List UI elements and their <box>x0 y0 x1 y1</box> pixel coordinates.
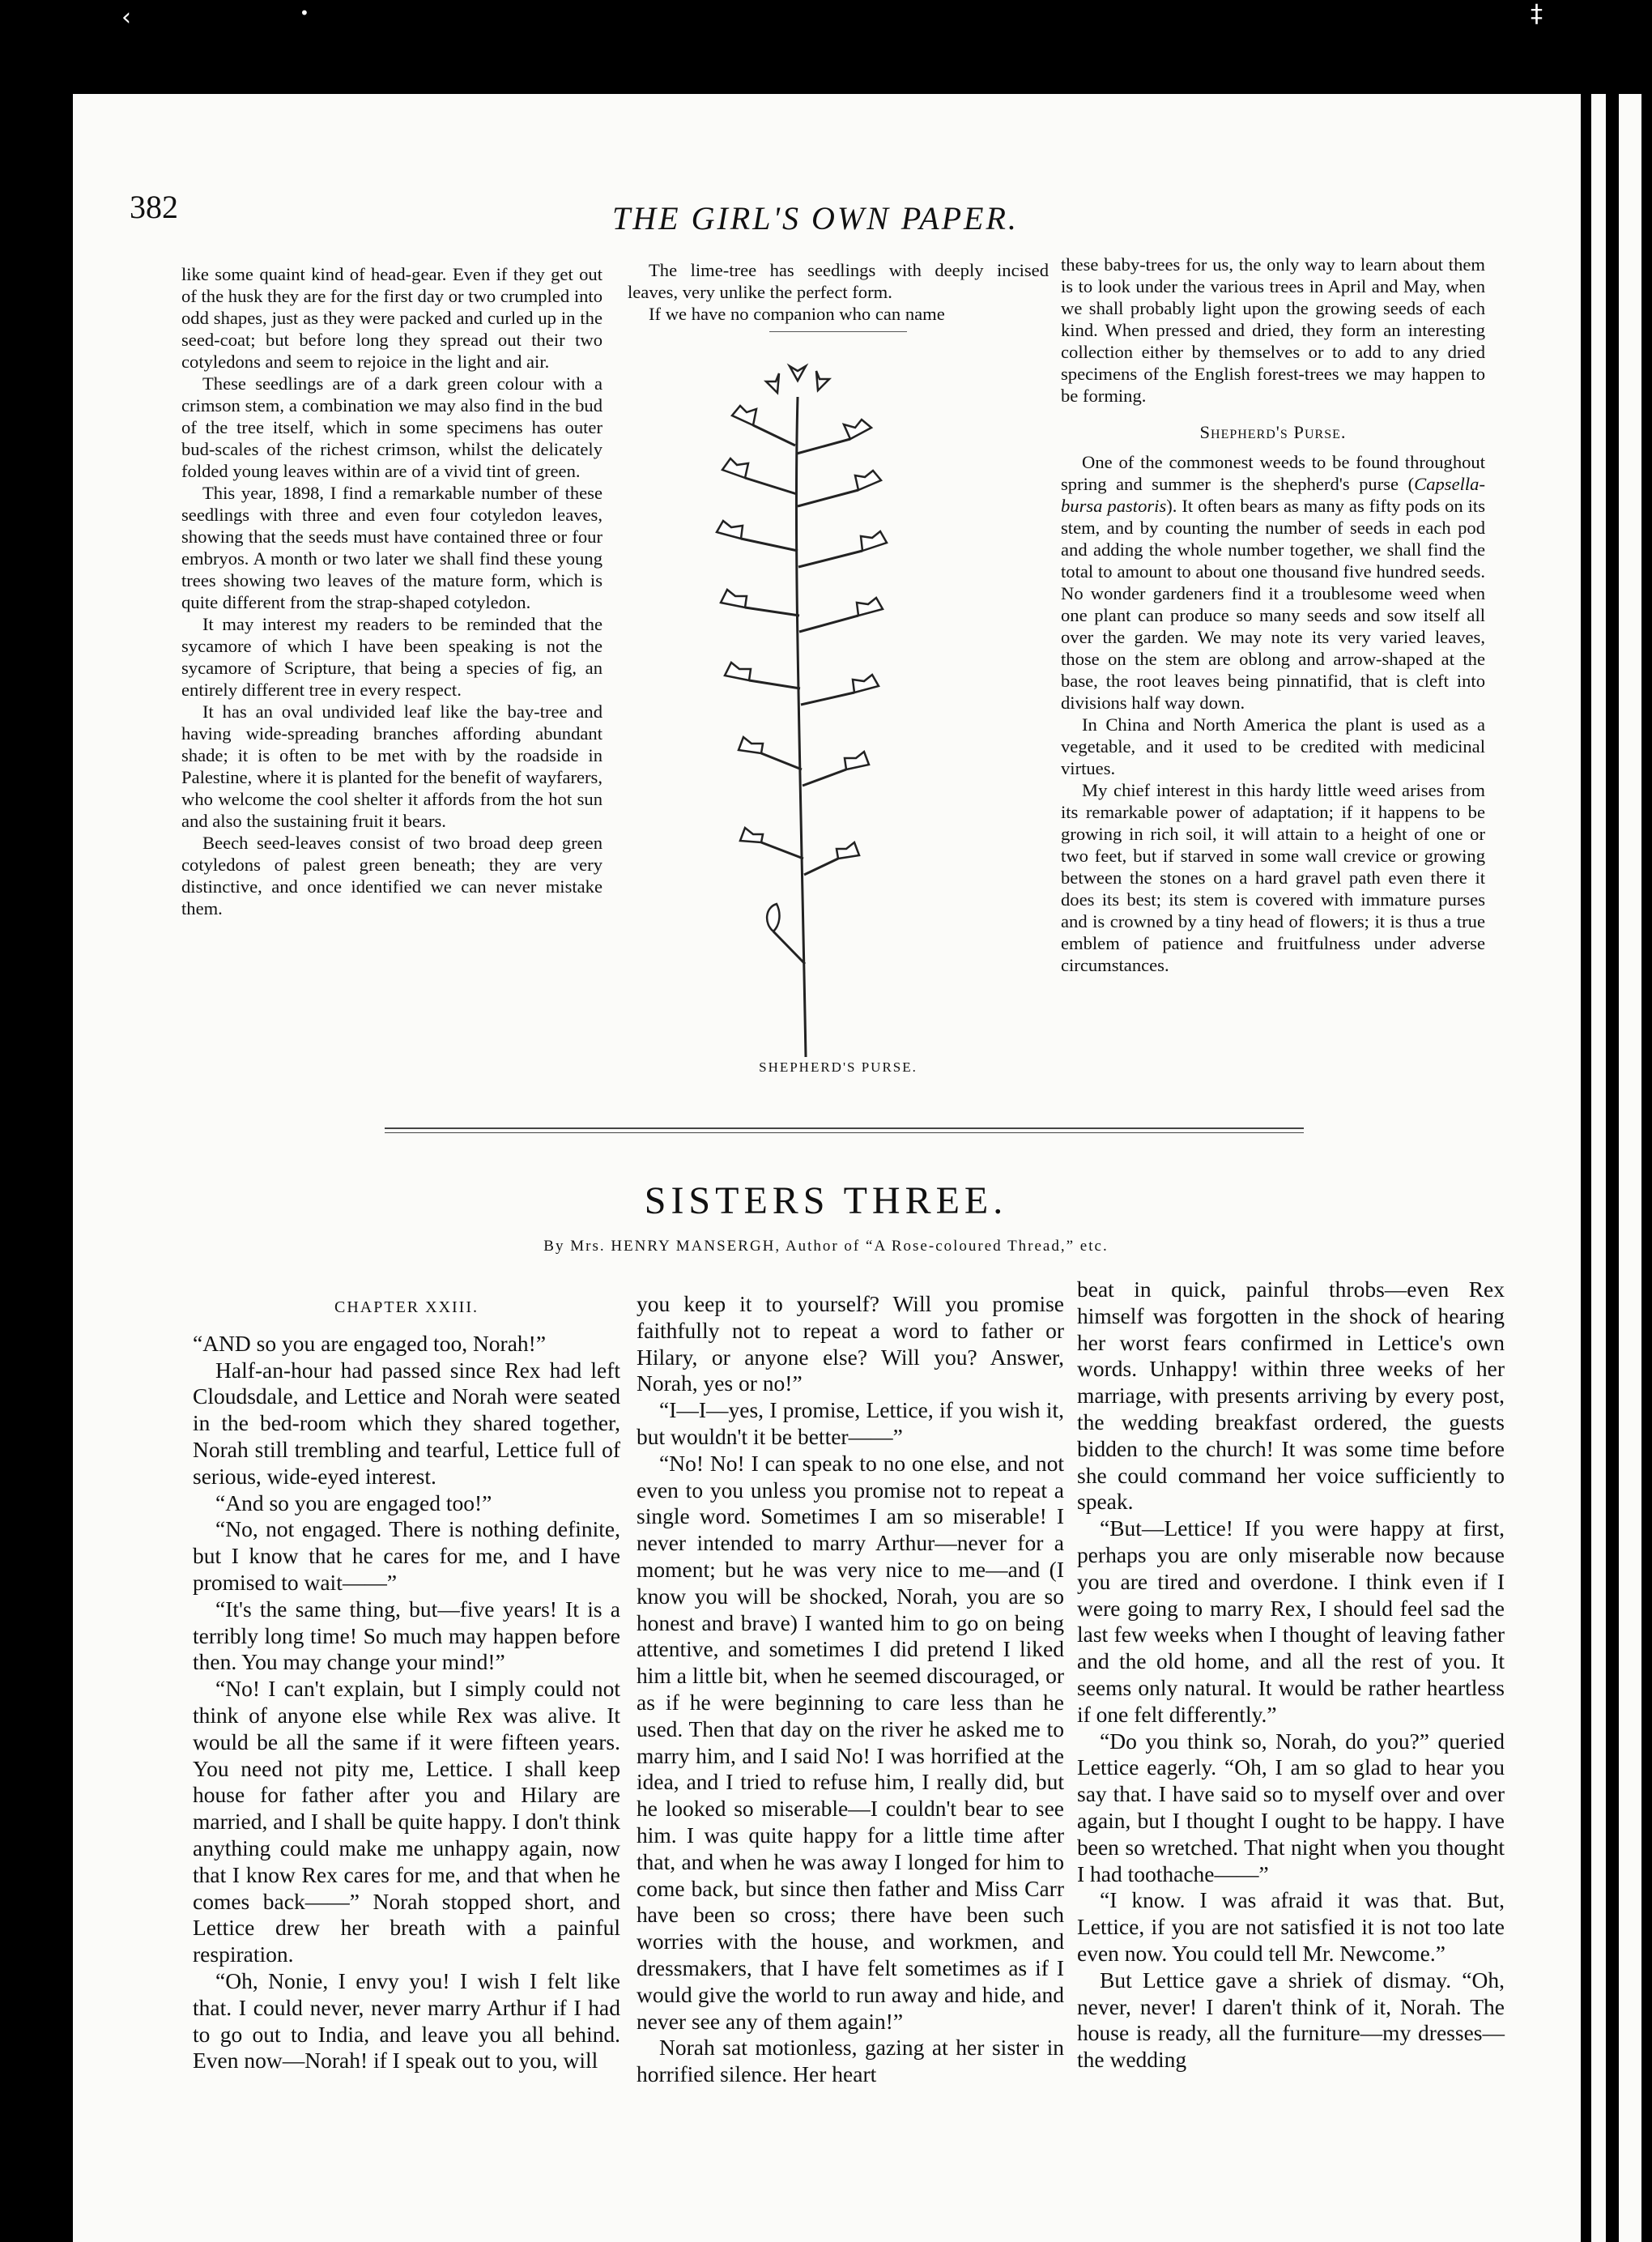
short-rule <box>769 331 907 332</box>
figure-caption: SHEPHERD'S PURSE. <box>759 1059 918 1075</box>
running-head: THE GIRL'S OWN PAPER. <box>612 200 1019 237</box>
left-column <box>181 263 602 919</box>
paragraph: these baby-trees for us, the only way to learn about them is to look under the various trees in April and May, when we shall probably light upon the growing seeds of each kind. When pressed and dried, they form an interesting collection either by themselves or to add to any dried specimens of the English forest-trees we may happen to be forming. <box>1061 254 1485 406</box>
section-heading: Shepherd's Purse. <box>1199 422 1347 442</box>
section-divider <box>385 1127 1304 1129</box>
story-byline: By Mrs. HENRY MANSERGH, Author of “A Rose-coloured Thread,” etc. <box>543 1238 1109 1255</box>
next-page-edge <box>1591 94 1641 2242</box>
paragraph: “I know. I was afraid it was that. But, Lettice, if you are not satisfied it is not too late even now. You could tell Mr. Newcome.” <box>1077 1887 1505 1966</box>
paragraph: “It's the same thing, but—five years! It is a terribly long time! So much may happen before then. You may change your mind!” <box>193 1596 620 1675</box>
paragraph: Beech seed-leaves consist of two broad deep green cotyledons of palest green beneath; they are very distinctive, and once identified we can never mistake them. <box>181 833 602 919</box>
paragraph: “I—I—yes, I promise, Lettice, if you wish it, but wouldn't it be better——” <box>637 1397 1064 1449</box>
story-column-1 <box>193 1294 620 2074</box>
paragraph: Norah sat motionless, gazing at her sister in horrified silence. Her heart <box>637 2035 1064 2087</box>
page-number: 382 <box>130 189 178 225</box>
paragraph: beat in quick, painful throbs—even Rex himself was forgotten in the shock of hearing her worst fears confirmed in Lettice's own words. Unhappy! within three weeks of her marriage, with presents arriving by every post, the wedding breakfast ordered, the guests bidden to the church! It was some time before she could command her voice sufficiently to speak. <box>1077 1277 1505 1515</box>
page-gutter-shadow <box>1606 94 1619 2242</box>
paragraph: If we have no companion who can name <box>649 304 945 324</box>
paragraph: “No, not engaged. There is nothing definite, but I know that he cares for me, and I have promised to wait——” <box>193 1516 620 1595</box>
paragraph: One of the commonest weeds to be found throughout spring and summer is the shepherd's purse (Capsella-bursa pastoris). It often bears as many as fifty pods on its stem, and by counting the number of seeds in each pod and adding the whole number together, we shall find the total to amount to about one thousand five hundred seeds. No wonder gardeners find it a troublesome weed when one plant can produce so many seeds and sow itself all over the garden. We may note its very varied leaves, those on the stem are oblong and arrow-shaped at the base, the root leaves being pinnatifid, that is cleft into divisions half way down. <box>1061 452 1485 713</box>
scan-mark: • <box>300 3 309 23</box>
story-column-2 <box>637 1291 1064 2088</box>
paragraph: This year, 1898, I find a remarkable number of these seedlings with three and even four cotyledon leaves, showing that the seeds must have contained three or four embryos. A month or two later we shall find these young trees showing two leaves of the mature form, which is quite different from the strap-shaped cotyledon. <box>181 483 602 612</box>
paragraph: In China and North America the plant is used as a vegetable, and it used to be credited with medicinal virtues. <box>1061 714 1485 778</box>
paragraph: Half-an-hour had passed since Rex had left Cloudsdale, and Lettice and Norah were seated in the bed-room which they shared together, Norah still trembling and tearful, Lettice full of serious, wide-eyed interest. <box>193 1357 620 1489</box>
scan-mark: ‹ <box>121 3 131 32</box>
paragraph: “No! No! I can speak to no one else, and not even to you unless you promise not to repeat a single word. Sometimes I am so miserable! I never intended to marry Arthur—never for a moment; but he was very nice to me—and (I know you will be shocked, Norah, you are so honest and brave) I wanted him to go on being attentive, and sometimes I did pretend I liked him a little bit, when he seemed discouraged, or as if he were beginning to care less than he used. Then that day on the river he asked me to marry him, and I said No! I was horrified at the idea, and I tried to refuse him, I really did, but he looked so miserable—I couldn't bear to see him. I was quite happy for a little time after that, and when he was away I longed for him to come back, but since then father and Miss Carr have been so cross; there have been such worries with the house, and workmen, and dressmakers, that I have felt sometimes as if I would give the world to run away and hide, and never see any of them again!” <box>637 1450 1064 2034</box>
middle-column <box>628 259 1049 332</box>
paragraph: My chief interest in this hardy little weed arises from its remarkable power of adaptation; if it happens to be growing in rich soil, it will attain to a height of one or two feet, but if starved in some wall crevice or growing between the stones on a hard gravel path even there it does its best; its stem is covered with immature purses and is crowned by a tiny head of flowers; it is thus a true emblem of patience and fruitfulness under adverse circumstances. <box>1061 780 1485 975</box>
chapter-heading: CHAPTER XXIII. <box>334 1298 479 1316</box>
paragraph: “No! I can't explain, but I simply could not think of anyone else while Rex was alive. It would be all the same if it were fifteen years. You need not pity me, Lettice. I shall keep house for father after you and Hilary are married, and I shall be quite happy. I don't think anything could make me unhappy again, now that I know Rex cares for me, and that when he comes back——” Norah stopped short, and Lettice drew her breath with a painful respiration. <box>193 1676 620 1967</box>
paragraph: These seedlings are of a dark green colour with a crimson stem, a combination we may also find in the bud of the tree itself, which in some specimens has outer bud-scales of the richest crimson, whilst the delicately folded young leaves within are of a vivid tint of green. <box>181 373 602 481</box>
paragraph: “AND so you are engaged too, Norah!” <box>193 1330 547 1356</box>
paragraph: “Do you think so, Norah, do you?” queried Lettice eagerly. “Oh, I am so glad to hear you say that. I have said so to myself over and over again, but I thought I ought to be happy. I have been so wretched. That night when you thought I had toothache——” <box>1077 1728 1505 1886</box>
paragraph: like some quaint kind of head-gear. Even if they get out of the husk they are for the first day or two crumpled into odd shapes, just as they were packed and curled up in the seed-coat; but before long they spread out their two cotyledons and seem to rejoice in the light and air. <box>181 264 602 372</box>
paragraph: “Oh, Nonie, I envy you! I wish I felt like that. I could never, never marry Arthur if I had to go out to India, and leave you all behind. Even now—Norah! if I speak out to you, will <box>193 1967 620 2074</box>
story-title: SISTERS THREE. <box>644 1179 1008 1222</box>
paragraph: But Lettice gave a shriek of dismay. “Oh, never, never! I daren't think of it, Norah. The house is ready, all the furniture—my dresses—the wedding <box>1077 1967 1505 2073</box>
paragraph: you keep it to yourself? Will you promise faithfully not to repeat a word to father or Hilary, or anyone else? Will you? Answer, Norah, yes or no!” <box>637 1291 1064 1396</box>
scan-mark: ‡ <box>1531 0 1543 28</box>
section-divider <box>385 1132 1304 1133</box>
story-column-3 <box>1077 1277 1505 2074</box>
paragraph: It may interest my readers to be reminded that the sycamore of which I have been speaking is not the sycamore of Scripture, that being a species of fig, an entirely different tree in every respect. <box>181 614 602 700</box>
paragraph: “And so you are engaged too!” <box>215 1490 492 1515</box>
paragraph: “But—Lettice! If you were happy at first, perhaps you are only miserable now because you are tired and overdone. I think even if I were going to marry Rex, I should feel sad the last few weeks when I thought of leaving father and the old home, and all the rest of you. It seems only natural. It would be rather heartless if one felt differently.” <box>1077 1515 1505 1727</box>
shepherds-purse-illustration <box>696 348 907 1061</box>
paragraph: The lime-tree has seedlings with deeply incised leaves, very unlike the perfect form. <box>628 260 1049 302</box>
right-column <box>1061 254 1485 976</box>
paragraph: It has an oval undivided leaf like the bay-tree and having wide-spreading branches affording abundant shade; it is often to be met with by the roadside in Palestine, where it is planted for the benefit of wayfarers, who welcome the cool shelter it affords from the hot sun and also the sustaining fruit it bears. <box>181 701 602 831</box>
